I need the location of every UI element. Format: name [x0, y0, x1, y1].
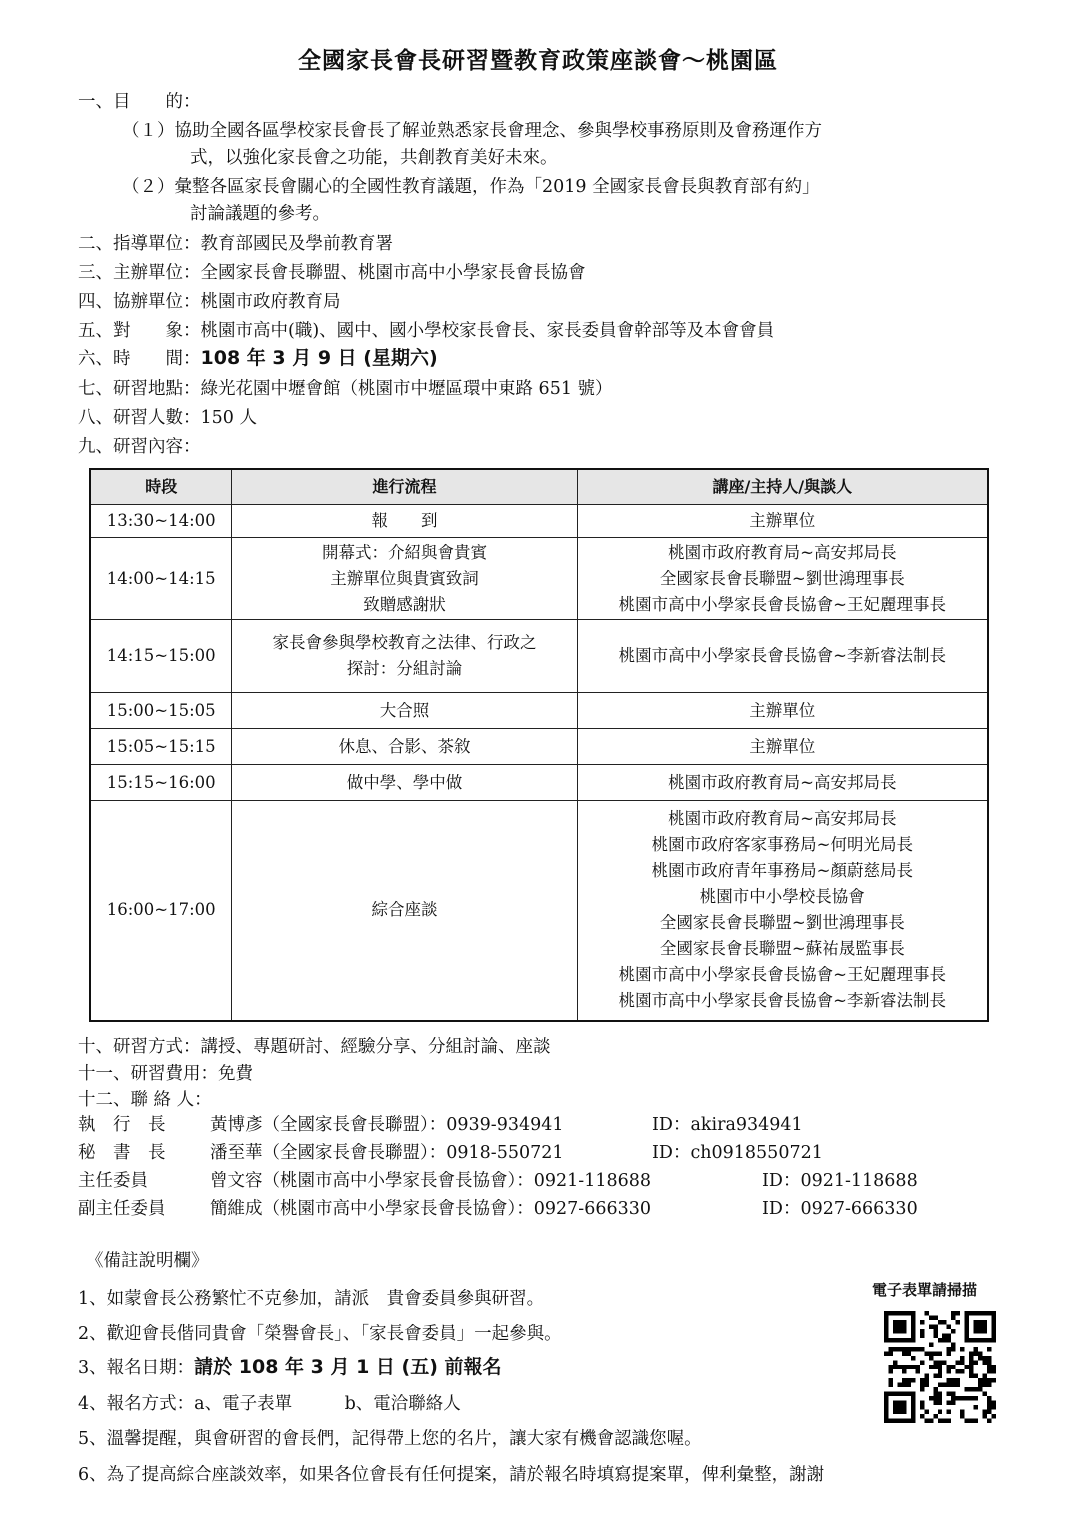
flow-line: 開幕式：介紹與會貴賓 — [322, 542, 487, 562]
schedule-flow — [232, 620, 577, 693]
schedule-time: 15:00~15:05 — [90, 693, 232, 729]
schedule-speakers — [577, 693, 988, 729]
purpose-item-1-line-2: 式，以強化家長會之功能，共創教育美好未來。 — [190, 148, 558, 168]
target-audience: 五、對 象：桃園市高中(職)、國中、國小學校家長會長、家長委員會幹部等及本會會員 — [78, 321, 775, 341]
contact-line-id: ID：0927-666330 — [762, 1199, 918, 1219]
note-3-deadline: 請於 108 年 3 月 1 日 (五) 前報名 — [194, 1356, 502, 1378]
schedule-table — [89, 468, 989, 1022]
note-2: 2、歡迎會長偕同貴會「榮譽會長」、「家長會委員」一起參與。 — [78, 1324, 562, 1344]
schedule-row — [90, 505, 988, 538]
header-flow: 進行流程 — [232, 469, 577, 505]
speaker-line: 桃園市高中小學家長會長協會~王妃麗理事長 — [618, 965, 946, 985]
note-3 — [78, 1355, 502, 1380]
flow-line: 大合照 — [379, 700, 430, 720]
schedule-row — [90, 620, 988, 693]
speaker-line: 桃園市高中小學家長會長協會~李新睿法制長 — [618, 991, 946, 1011]
flow-line: 致贈感謝狀 — [363, 594, 446, 614]
speaker-line: 全國家長會長聯盟~劉世鴻理事長 — [659, 568, 905, 588]
schedule-speakers — [577, 538, 988, 620]
schedule-time: 15:05~15:15 — [90, 729, 232, 765]
schedule-flow — [232, 729, 577, 765]
contact-name-phone: 簡維成（桃園市高中小學家長會長協會）：0927-666330 — [210, 1199, 652, 1219]
event-time-label: 六、時 間： — [78, 349, 201, 369]
speaker-line: 桃園市政府教育局~高安邦局長 — [668, 772, 897, 792]
flow-line: 探討：分組討論 — [346, 659, 463, 678]
purpose-item-2-line-2: 討論議題的參考。 — [190, 204, 330, 224]
contact-line-id: ID：akira934941 — [652, 1115, 803, 1135]
schedule-flow — [232, 765, 577, 801]
qr-code-icon[interactable] — [884, 1311, 996, 1423]
flow-line: 休息、合影、茶敘 — [338, 736, 471, 756]
organizer: 三、主辦單位：全國家長會長聯盟、桃園市高中小學家長會長協會 — [78, 263, 586, 283]
contact-line-id: ID：0921-118688 — [762, 1171, 918, 1191]
schedule-time: 13:30~14:00 — [90, 505, 232, 538]
schedule-row — [90, 801, 988, 1021]
header-time: 時段 — [90, 469, 232, 505]
qr-label: 電子表單請掃描 — [872, 1281, 978, 1299]
contact-name-phone: 黃博彥（全國家長會長聯盟）：0939-934941 — [210, 1115, 564, 1135]
schedule-row — [90, 693, 988, 729]
speaker-line: 桃園市政府教育局~高安邦局長 — [668, 809, 897, 829]
contact-label: 十二、聯 絡 人： — [78, 1090, 212, 1110]
speaker-line: 主辦單位 — [749, 700, 816, 720]
schedule-row — [90, 765, 988, 801]
schedule-time: 14:00~14:15 — [90, 538, 232, 620]
flow-line: 綜合座談 — [371, 900, 438, 920]
schedule-speakers — [577, 620, 988, 693]
note-3-label: 3、報名日期： — [78, 1358, 195, 1378]
speaker-line: 桃園市政府客家事務局~何明光局長 — [651, 835, 913, 855]
schedule-time: 15:15~16:00 — [90, 765, 232, 801]
training-fee: 十一、研習費用：免費 — [78, 1064, 253, 1084]
flow-line: 家長會參與學校教育之法律、行政之 — [272, 633, 537, 652]
contact-name-phone: 潘至華（全國家長會長聯盟）：0918-550721 — [210, 1143, 564, 1163]
schedule-row — [90, 729, 988, 765]
note-5: 5、溫馨提醒，與會研習的會長們，記得帶上您的名片，讓大家有機會認識您喔。 — [78, 1429, 702, 1449]
speaker-line: 桃園市政府教育局~高安邦局長 — [668, 542, 897, 562]
speaker-line: 桃園市高中小學家長會長協會~王妃麗理事長 — [618, 594, 946, 614]
contact-role: 副主任委員 — [78, 1199, 166, 1219]
header-speakers: 講座/主持人/與談人 — [577, 469, 988, 505]
co-organizer: 四、協辦單位：桃園市政府教育局 — [78, 292, 341, 312]
content-label: 九、研習內容： — [78, 437, 201, 457]
contact-name-phone: 曾文容（桃園市高中小學家長會長協會）：0921-118688 — [210, 1171, 652, 1191]
contact-role: 執 行 長 — [78, 1115, 166, 1135]
schedule-time: 16:00~17:00 — [90, 801, 232, 1021]
venue: 七、研習地點：綠光花園中壢會館（桃園市中壢區環中東路 651 號） — [78, 379, 613, 399]
note-1: 1、如蒙會長公務繁忙不克參加，請派 貴會委員參與研習。 — [78, 1289, 545, 1309]
speaker-line: 主辦單位 — [749, 511, 816, 530]
schedule-flow — [232, 693, 577, 729]
schedule-speakers — [577, 729, 988, 765]
schedule-time: 14:15~15:00 — [90, 620, 232, 693]
speaker-line: 桃園市高中小學家長會長協會~李新睿法制長 — [618, 646, 946, 665]
training-method: 十、研習方式：講授、專題研討、經驗分享、分組討論、座談 — [78, 1037, 551, 1057]
speaker-line: 主辦單位 — [749, 736, 816, 756]
schedule-flow — [232, 505, 577, 538]
schedule-speakers — [577, 505, 988, 538]
note-4: 4、報名方式：a、電子表單 b、電洽聯絡人 — [78, 1394, 461, 1414]
purpose-label: 一、目 的： — [78, 92, 201, 112]
document-title: 全國家長會長研習暨教育政策座談會～桃園區 — [298, 48, 778, 74]
speaker-line: 全國家長會長聯盟~蘇祐晟監事長 — [659, 939, 905, 959]
speaker-line: 桃園市政府青年事務局~顏蔚慈局長 — [651, 861, 913, 881]
event-time-value: 108 年 3 月 9 日 (星期六) — [200, 347, 438, 369]
schedule-speakers — [577, 765, 988, 801]
schedule-speakers — [577, 801, 988, 1021]
guiding-unit: 二、指導單位：教育部國民及學前教育署 — [78, 234, 393, 254]
schedule-flow — [232, 538, 577, 620]
notes-header: 《備註說明欄》 — [86, 1251, 209, 1271]
flow-line: 主辦單位與貴賓致詞 — [330, 568, 479, 588]
attendee-count: 八、研習人數：150 人 — [78, 408, 257, 428]
flow-line: 報 到 — [371, 511, 438, 530]
schedule-header-row — [90, 469, 988, 505]
purpose-item-1-line-1: （１）協助全國各區學校家長會長了解並熟悉家長會理念、參與學校事務原則及會務運作方 — [122, 121, 822, 141]
contact-role: 主任委員 — [78, 1171, 148, 1191]
speaker-line: 全國家長會長聯盟~劉世鴻理事長 — [659, 913, 905, 933]
schedule-row — [90, 538, 988, 620]
schedule-flow — [232, 801, 577, 1021]
contact-line-id: ID：ch0918550721 — [652, 1143, 823, 1163]
flow-line: 做中學、學中做 — [346, 772, 463, 792]
event-time — [78, 346, 438, 371]
note-6: 6、為了提高綜合座談效率，如果各位會長有任何提案，請於報名時填寫提案單，俾利彙整，謝謝 — [78, 1465, 825, 1485]
purpose-item-2-line-1: （２）彙整各區家長會關心的全國性教育議題，作為「2019 全國家長會長與教育部有約」 — [122, 177, 820, 197]
speaker-line: 桃園市中小學校長協會 — [699, 887, 865, 907]
contact-role: 秘 書 長 — [78, 1143, 166, 1163]
